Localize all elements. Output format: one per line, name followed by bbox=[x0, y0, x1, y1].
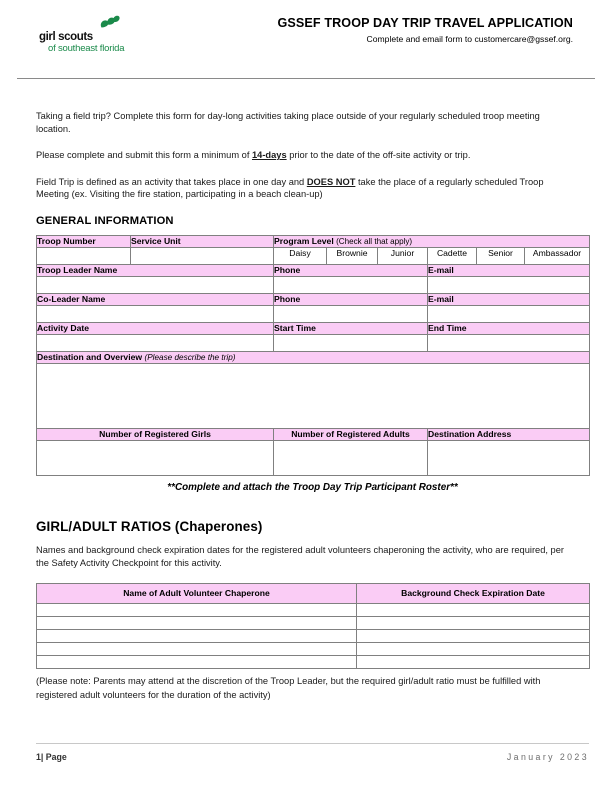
input-destination-address[interactable] bbox=[428, 440, 590, 475]
registered-girls-label: Number of Registered Girls bbox=[99, 428, 211, 439]
input-background-check-date-4[interactable] bbox=[357, 642, 590, 655]
input-coleader-email[interactable] bbox=[428, 305, 590, 322]
general-information-heading: GENERAL INFORMATION bbox=[36, 214, 174, 227]
ratios-description: Names and background check expiration dates for the registered adult volunteers chaperoning the activity, who are required, per the Safety Activity Checkpoint for this activity. bbox=[36, 544, 564, 569]
input-end-time[interactable] bbox=[428, 334, 590, 351]
page-footer bbox=[36, 752, 589, 762]
input-destination-overview[interactable] bbox=[37, 363, 590, 428]
cell-coleader-email-label bbox=[428, 293, 590, 305]
parent-attendance-note: (Please note: Parents may attend at the discretion of the Troop Leader, but the required girl/adult ratio must be fulfilled with registered adult volunteers for the duration of the activity) bbox=[36, 675, 541, 700]
program-level-note: (Check all that apply) bbox=[336, 236, 413, 246]
header-subtitle: Complete and email form to customercare@gssef.org. bbox=[366, 34, 573, 45]
input-start-time[interactable] bbox=[274, 334, 428, 351]
roster-attachment-note: **Complete and attach the Troop Day Trip Participant Roster** bbox=[167, 481, 458, 493]
input-coleader-name[interactable] bbox=[37, 305, 274, 322]
cell-troop-leader-phone-label bbox=[274, 264, 428, 276]
input-chaperone-name-5[interactable] bbox=[37, 655, 357, 668]
coleader-email-label: E-mail bbox=[428, 293, 454, 304]
service-unit-label: Service Unit bbox=[131, 235, 181, 246]
table-row bbox=[37, 629, 590, 642]
header-title-block bbox=[278, 16, 573, 44]
checkbox-level-cadette[interactable]: Cadette bbox=[428, 247, 477, 264]
footer-divider bbox=[36, 743, 589, 744]
troop-leader-name-label: Troop Leader Name bbox=[37, 264, 118, 275]
page-number: 1| Page bbox=[36, 752, 67, 762]
input-chaperone-name-1[interactable] bbox=[37, 603, 357, 616]
logo-council-text: of southeast florida bbox=[48, 43, 125, 54]
table-row bbox=[37, 235, 590, 247]
table-row bbox=[37, 334, 590, 351]
input-troop-leader-phone[interactable] bbox=[274, 276, 428, 293]
registered-adults-label: Number of Registered Adults bbox=[291, 428, 410, 439]
table-header-row bbox=[37, 583, 590, 603]
ratios-heading: GIRL/ADULT RATIOS (Chaperones) bbox=[36, 518, 263, 534]
footer-date: January 2023 bbox=[506, 752, 589, 762]
input-registered-adults[interactable] bbox=[274, 440, 428, 475]
input-chaperone-name-2[interactable] bbox=[37, 616, 357, 629]
checkbox-level-junior[interactable]: Junior bbox=[378, 247, 428, 264]
input-background-check-date-2[interactable] bbox=[357, 616, 590, 629]
coleader-phone-label: Phone bbox=[274, 293, 301, 304]
cell-start-time-label bbox=[274, 322, 428, 334]
ratios-section bbox=[22, 519, 590, 703]
troop-leader-phone-label: Phone bbox=[274, 264, 301, 275]
start-time-label: Start Time bbox=[274, 322, 316, 333]
table-row bbox=[37, 293, 590, 305]
coleader-name-label: Co-Leader Name bbox=[37, 293, 106, 304]
background-check-date-header: Background Check Expiration Date bbox=[357, 583, 590, 603]
checkbox-level-daisy[interactable]: Daisy bbox=[274, 247, 327, 264]
intro-section bbox=[22, 110, 590, 201]
table-row bbox=[37, 428, 590, 440]
intro-paragraph-1: Taking a field trip? Complete this form for day-long activities taking place outside of your regularly scheduled troop meeting location. bbox=[36, 111, 540, 134]
input-troop-leader-name[interactable] bbox=[37, 276, 274, 293]
table-row bbox=[37, 247, 590, 264]
cell-activity-date-label bbox=[37, 322, 274, 334]
intro-p3-emphasis: DOES NOT bbox=[306, 176, 356, 187]
table-row bbox=[37, 351, 590, 363]
trefoil-icon bbox=[97, 14, 121, 34]
general-information-table bbox=[36, 235, 590, 476]
input-troop-number[interactable] bbox=[37, 247, 131, 264]
chaperone-name-header: Name of Adult Volunteer Chaperone bbox=[37, 583, 357, 603]
table-row bbox=[37, 276, 590, 293]
intro-p3-before: Field Trip is defined as an activity that takes place in one day and bbox=[36, 176, 307, 187]
troop-leader-email-label: E-mail bbox=[428, 264, 454, 275]
table-row bbox=[37, 305, 590, 322]
intro-paragraph-3 bbox=[36, 176, 576, 201]
destination-overview-note: (Please describe the trip) bbox=[144, 352, 236, 362]
end-time-label: End Time bbox=[428, 322, 467, 333]
cell-coleader-label bbox=[37, 293, 274, 305]
cell-service-unit-label bbox=[131, 235, 274, 247]
girl-scouts-logo bbox=[39, 14, 159, 54]
table-row bbox=[37, 322, 590, 334]
input-background-check-date-3[interactable] bbox=[357, 629, 590, 642]
checkbox-level-ambassador[interactable]: Ambassador bbox=[525, 247, 590, 264]
cell-end-time-label bbox=[428, 322, 590, 334]
cell-coleader-phone-label bbox=[274, 293, 428, 305]
cell-troop-leader-email-label bbox=[428, 264, 590, 276]
intro-p3-after: take the place of a regularly scheduled Troop Meeting (ex. Visiting the fire station, participating in a beach clean-up) bbox=[36, 176, 544, 200]
program-level-label: Program Level bbox=[274, 235, 334, 246]
destination-address-label: Destination Address bbox=[428, 428, 512, 439]
intro-p2-after: prior to the date of the off-site activity or trip. bbox=[286, 150, 471, 161]
cell-troop-leader-label bbox=[37, 264, 274, 276]
checkbox-level-brownie[interactable]: Brownie bbox=[327, 247, 378, 264]
cell-registered-adults-label bbox=[274, 428, 428, 440]
cell-program-level-label bbox=[274, 235, 590, 247]
header-divider bbox=[17, 78, 595, 79]
input-registered-girls[interactable] bbox=[37, 440, 274, 475]
table-row bbox=[37, 264, 590, 276]
troop-number-label: Troop Number bbox=[37, 235, 96, 246]
input-activity-date[interactable] bbox=[37, 334, 274, 351]
table-row bbox=[37, 440, 590, 475]
cell-troop-number-label bbox=[37, 235, 131, 247]
input-chaperone-name-3[interactable] bbox=[37, 629, 357, 642]
table-row bbox=[37, 616, 590, 629]
intro-paragraph-2 bbox=[36, 149, 576, 162]
table-row bbox=[37, 655, 590, 668]
table-row bbox=[37, 363, 590, 428]
intro-p2-emphasis: 14-days bbox=[251, 150, 287, 161]
cell-destination-address-label bbox=[428, 428, 590, 440]
activity-date-label: Activity Date bbox=[37, 322, 90, 333]
destination-overview-label: Destination and Overview bbox=[37, 351, 143, 362]
input-service-unit[interactable] bbox=[131, 247, 274, 264]
table-row bbox=[37, 603, 590, 616]
input-troop-leader-email[interactable] bbox=[428, 276, 590, 293]
table-row bbox=[37, 642, 590, 655]
input-background-check-date-5[interactable] bbox=[357, 655, 590, 668]
cell-registered-girls-label bbox=[37, 428, 274, 440]
input-background-check-date-1[interactable] bbox=[357, 603, 590, 616]
document-header bbox=[22, 0, 590, 68]
checkbox-level-senior[interactable]: Senior bbox=[477, 247, 525, 264]
page-title: GSSEF TROOP DAY TRIP TRAVEL APPLICATION bbox=[277, 16, 573, 30]
chaperone-table bbox=[36, 583, 590, 669]
intro-p2-before: Please complete and submit this form a minimum of bbox=[36, 150, 252, 161]
input-chaperone-name-4[interactable] bbox=[37, 642, 357, 655]
logo-brand-text: girl scouts bbox=[39, 31, 93, 43]
input-coleader-phone[interactable] bbox=[274, 305, 428, 322]
cell-destination-label bbox=[37, 351, 590, 363]
